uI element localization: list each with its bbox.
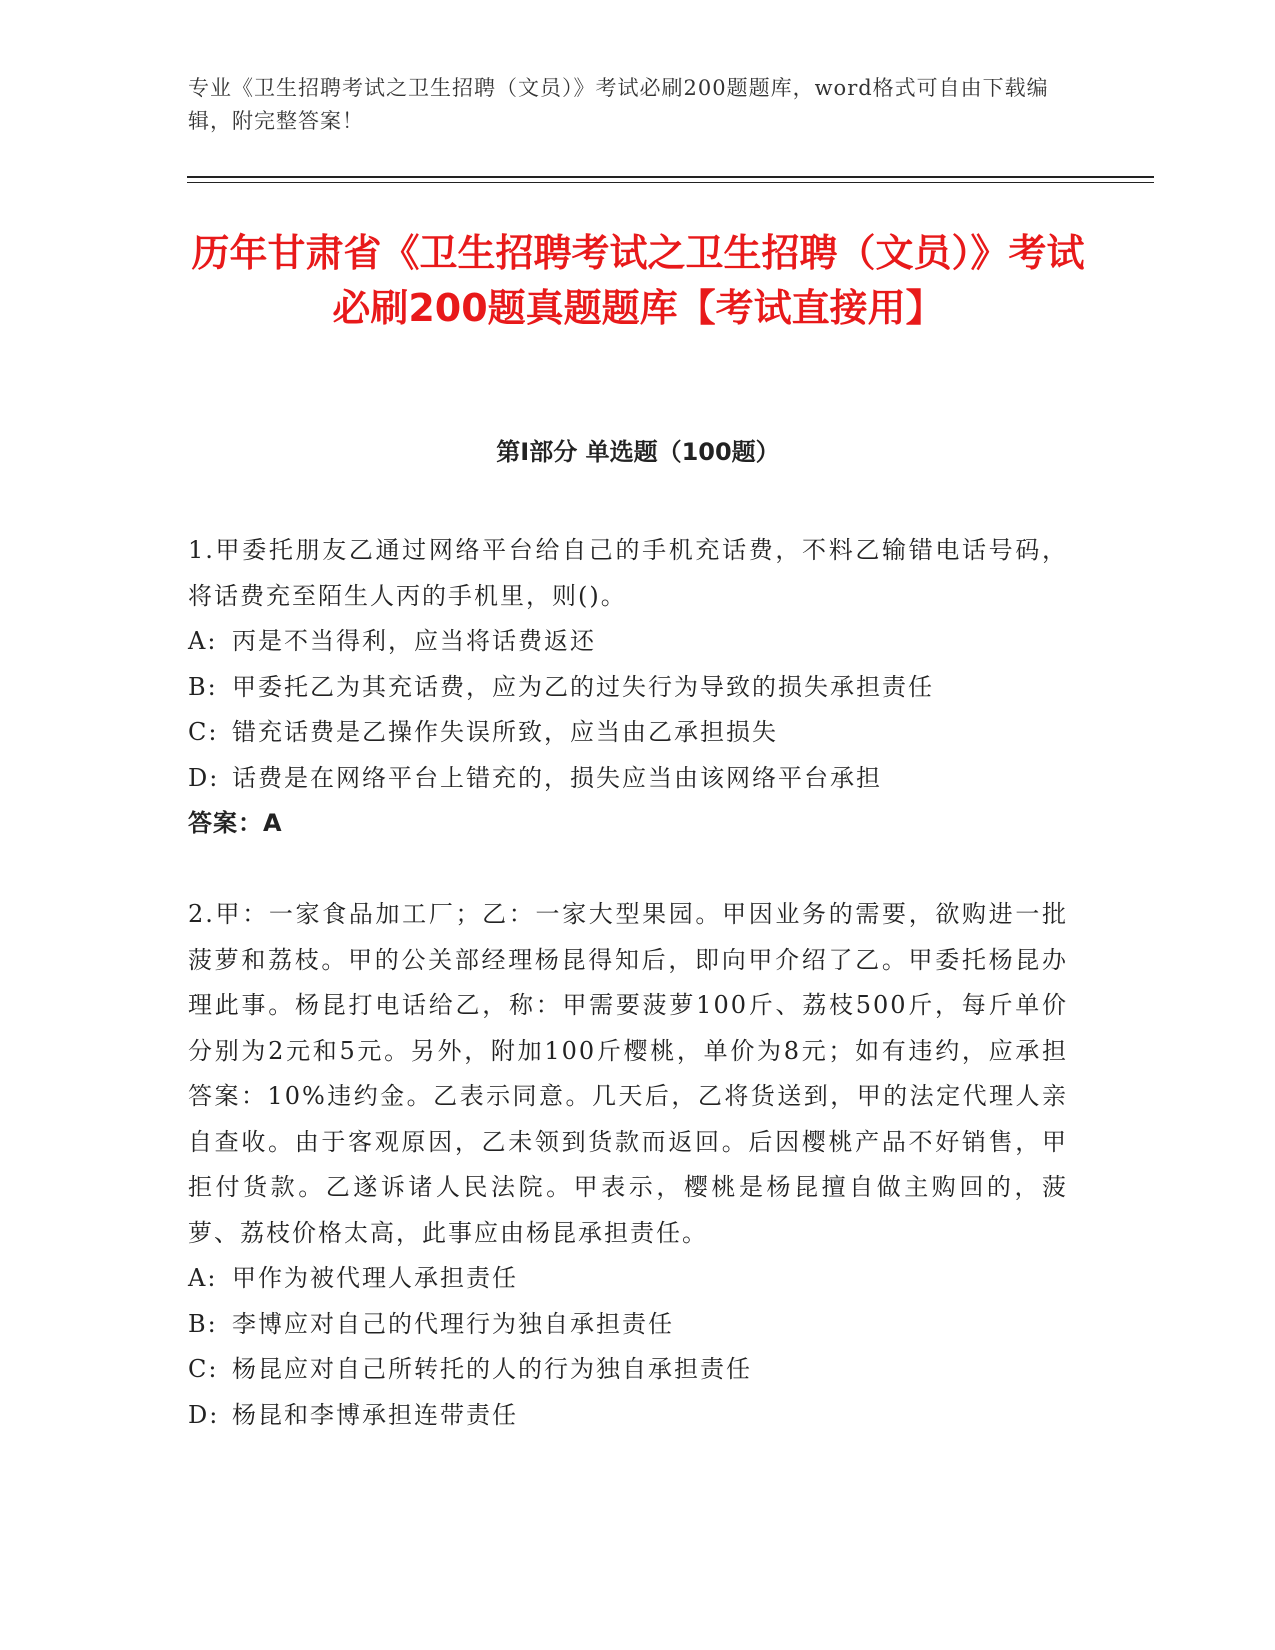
option-text: 李博应对自己的代理行为独自承担责任 [232, 1309, 674, 1338]
option-letter: D: [188, 1400, 220, 1429]
option-text: 错充话费是乙操作失误所致，应当由乙承担损失 [232, 718, 778, 746]
option-text: 甲作为被代理人承担责任 [232, 1264, 518, 1292]
option-letter: C: [188, 1355, 219, 1383]
question-2 [188, 892, 1068, 1438]
header-divider-thin [187, 182, 1154, 183]
option-b [188, 665, 1068, 711]
question-stem: 2.甲：一家食品加工厂；乙：一家大型果园。甲因业务的需要，欲购进一批菠萝和荔枝。甲的公关部经理杨昆得知后，即向甲介绍了乙。甲委托杨昆办理此事。杨昆打电话给乙，称：甲需要菠萝100斤、荔枝500斤，每斤单价分别为2元和5元。另外，附加100斤樱桃，单价为8元；如有违约，应承担答案：10%违约金。乙表示同意。几天后，乙将货送到，甲的法定代理人亲自查收。由于客观原因，乙未领到货款而返回。后因樱桃产品不好销售，甲拒付货款。乙遂诉诸人民法院。甲表示，樱桃是杨昆擅自做主购回的，菠萝、荔枝价格太高，此事应由杨昆承担责任。 [188, 900, 1068, 1247]
header-note: 专业《卫生招聘考试之卫生招聘（文员）》考试必刷200题题库，word格式可自由下载编辑，附完整答案！ [188, 76, 1049, 133]
option-text: 丙是不当得利，应当将话费返还 [232, 627, 596, 655]
option-b [188, 1302, 1068, 1348]
option-text: 话费是在网络平台上错充的，损失应当由该网络平台承担 [232, 763, 882, 792]
section-heading: 第I部分 单选题（100题） [496, 438, 780, 466]
option-text: 杨昆应对自己所转托的人的行为独自承担责任 [232, 1355, 752, 1383]
option-letter: C: [188, 718, 219, 746]
option-a [188, 1256, 1068, 1302]
option-d [188, 1393, 1068, 1439]
option-text: 甲委托乙为其充话费，应为乙的过失行为导致的损失承担责任 [232, 672, 934, 701]
option-text: 杨昆和李博承担连带责任 [232, 1400, 518, 1429]
document-title: 历年甘肃省《卫生招聘考试之卫生招聘（文员）》考试必刷200题真题题库【考试直接用】 [191, 231, 1085, 330]
option-c [188, 710, 1068, 756]
option-letter: D: [188, 763, 220, 792]
question-1 [188, 528, 1068, 847]
question-stem: 1.甲委托朋友乙通过网络平台给自己的手机充话费，不料乙输错电话号码，将话费充至陌生人丙的手机里，则()。 [188, 536, 1068, 610]
option-d [188, 756, 1068, 802]
header-divider-thick [187, 176, 1154, 178]
option-a [188, 619, 1068, 665]
answer-line: 答案：A [188, 809, 283, 837]
option-letter: A: [188, 627, 218, 655]
option-letter: A: [188, 1264, 218, 1292]
option-c [188, 1347, 1068, 1393]
option-letter: B: [188, 1309, 218, 1338]
option-letter: B: [188, 672, 218, 701]
